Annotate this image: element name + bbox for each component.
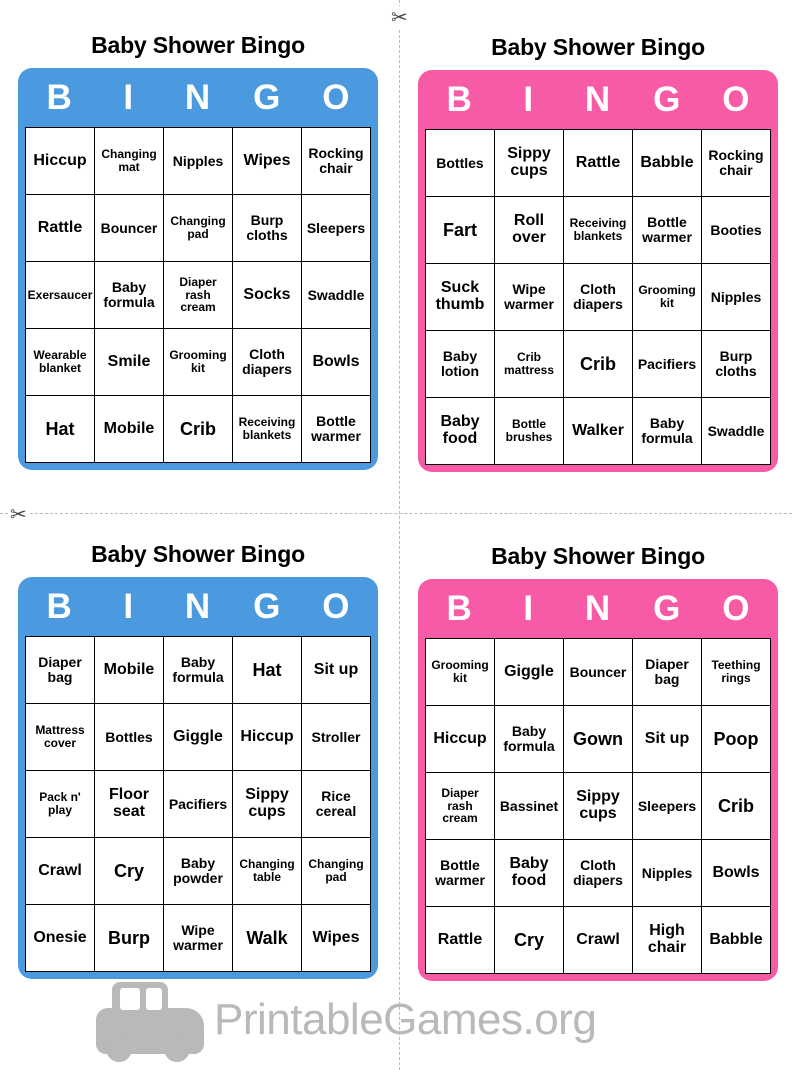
bingo-cell[interactable]: Nipples xyxy=(164,128,232,194)
bingo-cell[interactable]: Hiccup xyxy=(426,706,494,772)
bingo-letter-i: I xyxy=(123,587,135,626)
card-title: Baby Shower Bingo xyxy=(91,541,305,567)
bingo-cell[interactable]: Bottles xyxy=(426,130,494,196)
card-body xyxy=(18,68,378,470)
bingo-letter-o: O xyxy=(722,80,751,119)
bingo-cell[interactable]: Changing table xyxy=(233,838,301,904)
watermark-text: PrintableGames.org xyxy=(214,995,597,1044)
bingo-cell[interactable]: Baby food xyxy=(495,840,563,906)
bingo-cell[interactable]: Burp xyxy=(95,905,163,971)
bingo-cell[interactable]: Wipe warmer xyxy=(495,264,563,330)
bingo-cell[interactable]: Cry xyxy=(495,907,563,973)
bingo-cell[interactable]: Sippy cups xyxy=(233,771,301,837)
bingo-cell[interactable]: Suck thumb xyxy=(426,264,494,330)
bingo-card-bottom-right xyxy=(418,543,778,981)
bingo-cell[interactable]: Changing pad xyxy=(302,838,370,904)
bingo-cell[interactable]: Grooming kit xyxy=(633,264,701,330)
bingo-cell[interactable]: Smile xyxy=(95,329,163,395)
bingo-cell[interactable]: Hat xyxy=(26,396,94,462)
bingo-cell[interactable]: Baby powder xyxy=(164,838,232,904)
bingo-cell[interactable]: Nipples xyxy=(702,264,770,330)
bingo-cell[interactable]: Floor seat xyxy=(95,771,163,837)
bingo-letter-b: B xyxy=(46,587,73,626)
vertical-cut-line xyxy=(399,0,400,1070)
bingo-cell[interactable]: Baby formula xyxy=(633,398,701,464)
bingo-cell[interactable]: Giggle xyxy=(164,704,232,770)
bingo-cell[interactable]: Diaper rash cream xyxy=(164,262,232,328)
bingo-cell[interactable]: Rattle xyxy=(426,907,494,973)
bingo-cell[interactable]: Cry xyxy=(95,838,163,904)
bingo-cell[interactable]: Baby lotion xyxy=(426,331,494,397)
bingo-cell[interactable]: Babble xyxy=(702,907,770,973)
bingo-cell[interactable]: Hiccup xyxy=(233,704,301,770)
bingo-cell[interactable]: Rice cereal xyxy=(302,771,370,837)
scissors-icon: ✂ xyxy=(10,504,27,526)
bingo-cell[interactable]: Burp cloths xyxy=(233,195,301,261)
card-body xyxy=(418,70,778,472)
bingo-header xyxy=(425,586,771,632)
bingo-cell[interactable]: Bottle warmer xyxy=(633,197,701,263)
card-body xyxy=(18,577,378,979)
bingo-letter-b: B xyxy=(46,78,73,117)
bingo-cell[interactable]: Bowls xyxy=(702,840,770,906)
bingo-cell[interactable]: Mobile xyxy=(95,637,163,703)
bingo-cell[interactable]: Pacifiers xyxy=(633,331,701,397)
bingo-grid xyxy=(425,638,771,974)
bingo-cell[interactable]: Hiccup xyxy=(26,128,94,194)
bingo-letter-n: N xyxy=(584,589,612,628)
bingo-letter-o: O xyxy=(322,78,351,117)
bingo-cell[interactable]: Rocking chair xyxy=(702,130,770,196)
bingo-cell[interactable]: Hat xyxy=(233,637,301,703)
bingo-cell[interactable]: Sippy cups xyxy=(495,130,563,196)
bingo-header xyxy=(425,77,771,123)
bingo-cell[interactable]: Diaper rash cream xyxy=(426,773,494,839)
bingo-cell[interactable]: Grooming kit xyxy=(164,329,232,395)
bingo-letter-n: N xyxy=(184,587,212,626)
bingo-letter-g: G xyxy=(253,587,282,626)
bingo-cell[interactable]: Giggle xyxy=(495,639,563,705)
bingo-letter-g: G xyxy=(653,589,682,628)
bingo-cell[interactable]: Rattle xyxy=(26,195,94,261)
bingo-cell[interactable]: Crawl xyxy=(564,907,632,973)
bingo-letter-i: I xyxy=(523,589,535,628)
bingo-cell[interactable]: Mattress cover xyxy=(26,704,94,770)
bingo-cell[interactable]: Walk xyxy=(233,905,301,971)
bingo-cell[interactable]: Babble xyxy=(633,130,701,196)
bingo-cell[interactable]: Burp cloths xyxy=(702,331,770,397)
bingo-cell[interactable]: Bouncer xyxy=(95,195,163,261)
card-body xyxy=(418,579,778,981)
bingo-cell[interactable]: Crib mattress xyxy=(495,331,563,397)
bingo-cell[interactable]: Swaddle xyxy=(302,262,370,328)
bingo-cell[interactable]: Diaper bag xyxy=(633,639,701,705)
bingo-cell[interactable]: Wipe warmer xyxy=(164,905,232,971)
bingo-letter-b: B xyxy=(446,589,473,628)
bingo-card-top-left xyxy=(18,32,378,470)
bingo-cell[interactable]: Walker xyxy=(564,398,632,464)
bingo-cell[interactable]: Cloth diapers xyxy=(564,840,632,906)
bingo-cell[interactable]: Baby formula xyxy=(164,637,232,703)
bingo-cell[interactable]: Diaper bag xyxy=(26,637,94,703)
bingo-cell[interactable]: Teething rings xyxy=(702,639,770,705)
bingo-letter-n: N xyxy=(184,78,212,117)
card-title: Baby Shower Bingo xyxy=(491,34,705,60)
bingo-cell[interactable]: Booties xyxy=(702,197,770,263)
bingo-cell[interactable]: Crib xyxy=(702,773,770,839)
bingo-header xyxy=(25,75,371,121)
card-title: Baby Shower Bingo xyxy=(491,543,705,569)
bingo-cell[interactable]: Pacifiers xyxy=(164,771,232,837)
bingo-cell[interactable]: Bottles xyxy=(95,704,163,770)
bingo-cell[interactable]: Sleepers xyxy=(302,195,370,261)
bingo-cell[interactable]: Fart xyxy=(426,197,494,263)
bingo-cell[interactable]: Receiving blankets xyxy=(233,396,301,462)
bingo-cell[interactable]: Wipes xyxy=(233,128,301,194)
bingo-letter-n: N xyxy=(584,80,612,119)
bingo-cell[interactable]: Sleepers xyxy=(633,773,701,839)
bingo-letter-g: G xyxy=(253,78,282,117)
bingo-cell[interactable]: Poop xyxy=(702,706,770,772)
bingo-cell[interactable]: Changing mat xyxy=(95,128,163,194)
bingo-card-bottom-left xyxy=(18,541,378,979)
bingo-letter-b: B xyxy=(446,80,473,119)
bingo-header xyxy=(25,584,371,630)
bingo-cell[interactable]: Wearable blanket xyxy=(26,329,94,395)
bingo-letter-i: I xyxy=(523,80,535,119)
bingo-cell[interactable]: Baby formula xyxy=(495,706,563,772)
bingo-cell[interactable]: Cloth diapers xyxy=(233,329,301,395)
bingo-cell[interactable]: Socks xyxy=(233,262,301,328)
bingo-cell[interactable]: Bottle brushes xyxy=(495,398,563,464)
bingo-cell[interactable]: Wipes xyxy=(302,905,370,971)
bingo-cell[interactable]: Nipples xyxy=(633,840,701,906)
bingo-cell[interactable]: High chair xyxy=(633,907,701,973)
bingo-cell[interactable]: Cloth diapers xyxy=(564,264,632,330)
bingo-grid xyxy=(425,129,771,465)
bingo-grid xyxy=(25,127,371,463)
bingo-cell[interactable]: Sit up xyxy=(302,637,370,703)
bingo-cell[interactable]: Crib xyxy=(564,331,632,397)
toy-car-icon xyxy=(96,978,204,1062)
bingo-cell[interactable]: Crib xyxy=(164,396,232,462)
bingo-cell[interactable]: Bottle warmer xyxy=(302,396,370,462)
bingo-cell[interactable]: Stroller xyxy=(302,704,370,770)
bingo-grid xyxy=(25,636,371,972)
bingo-cell[interactable]: Rocking chair xyxy=(302,128,370,194)
card-title: Baby Shower Bingo xyxy=(91,32,305,58)
bingo-cell[interactable]: Changing pad xyxy=(164,195,232,261)
bingo-cell[interactable]: Receiving blankets xyxy=(564,197,632,263)
bingo-cell[interactable]: Sippy cups xyxy=(564,773,632,839)
bingo-cell[interactable]: Baby formula xyxy=(95,262,163,328)
bingo-cell[interactable]: Bouncer xyxy=(564,639,632,705)
bingo-letter-g: G xyxy=(653,80,682,119)
bingo-card-top-right xyxy=(418,34,778,472)
bingo-cell[interactable]: Sit up xyxy=(633,706,701,772)
bingo-cell[interactable]: Pack n' play xyxy=(26,771,94,837)
bingo-cell[interactable]: Gown xyxy=(564,706,632,772)
bingo-cell[interactable]: Bowls xyxy=(302,329,370,395)
bingo-cell[interactable]: Crawl xyxy=(26,838,94,904)
bingo-letter-o: O xyxy=(322,587,351,626)
bingo-cell[interactable]: Swaddle xyxy=(702,398,770,464)
bingo-cell[interactable]: Bassinet xyxy=(495,773,563,839)
bingo-letter-o: O xyxy=(722,589,751,628)
watermark xyxy=(96,975,716,1065)
bingo-cell[interactable]: Roll over xyxy=(495,197,563,263)
bingo-cell[interactable]: Exersaucer xyxy=(26,262,94,328)
bingo-cell[interactable]: Rattle xyxy=(564,130,632,196)
bingo-cell[interactable]: Mobile xyxy=(95,396,163,462)
horizontal-cut-line xyxy=(0,513,792,514)
bingo-cell[interactable]: Onesie xyxy=(26,905,94,971)
bingo-cell[interactable]: Baby food xyxy=(426,398,494,464)
scissors-icon: ✂ xyxy=(391,7,408,29)
bingo-cell[interactable]: Grooming kit xyxy=(426,639,494,705)
bingo-cell[interactable]: Bottle warmer xyxy=(426,840,494,906)
bingo-letter-i: I xyxy=(123,78,135,117)
